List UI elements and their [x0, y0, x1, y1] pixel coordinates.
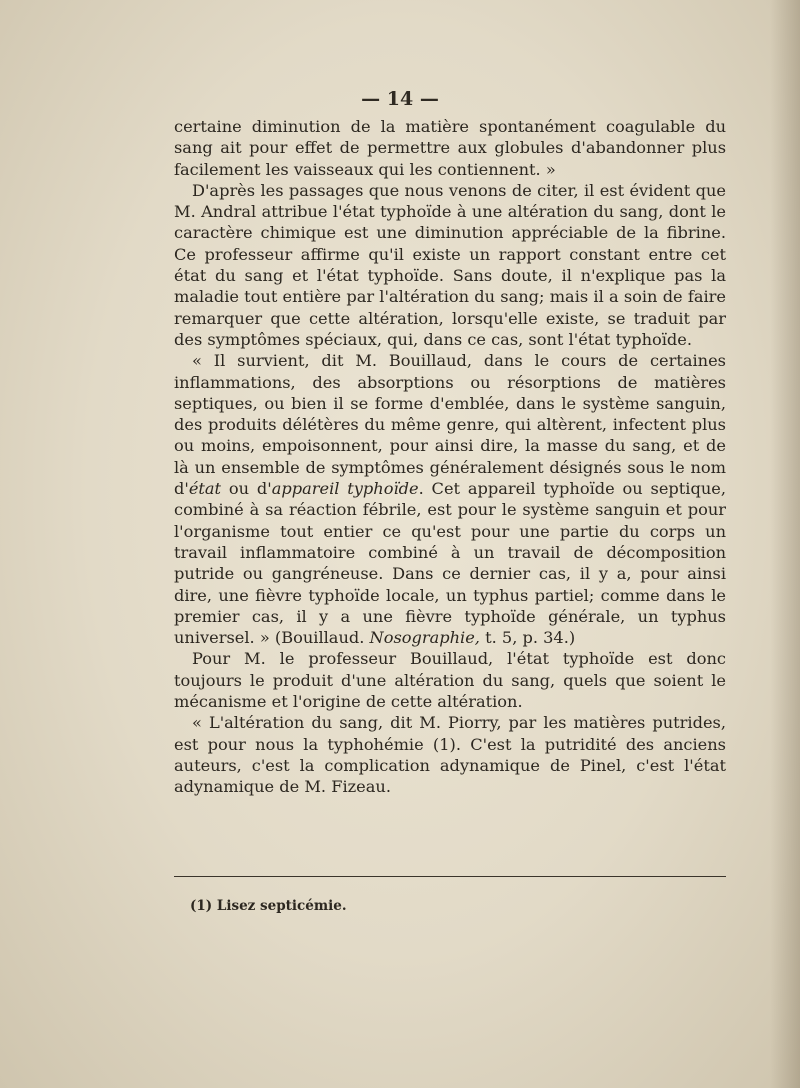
text-run: D'après les passages que nous venons de citer, il est évident que M. Andral attribue l'état typhoïde à une altération du sang, dont le caractère chimique est une diminution appréciable de la fibrine. Ce professeur affirme qu'il existe un rapport constant entre cet état du sang et l'état typhoïde. Sans doute, il n'explique pas la maladie tout entière par l'altération du sang; mais il a soin de faire remarquer que cette altération, lorsqu'elle existe, se traduit par des symptômes spéciaux, qui, dans ce cas, sont l'état typhoïde. [174, 180, 726, 349]
paragraph [174, 648, 726, 712]
footnote: (1) Lisez septicémie. [190, 898, 347, 914]
paragraph [174, 712, 726, 797]
footnote-separator [174, 876, 726, 877]
text-run: « L'altération du sang, dit M. Piorry, par les matières putrides, est pour nous la typhohémie (1). C'est la putridité des anciens auteurs, c'est la complication adynamique de Pinel, c'est l'état adynamique de M. Fizeau. [174, 713, 726, 797]
italic-text: Nosographie, [369, 628, 480, 648]
text-run: . Cet appareil typhoïde ou septique, combiné à sa réaction fébrile, est pour le système sanguin et pour l'organisme tout entier ce qu'est pour une partie du corps un travail inflammatoire combiné à un travail de décomposition putride ou gangréneuse. Dans ce dernier cas, il y a, pour ainsi dire, une fièvre typhoïde locale, un typhus partiel; comme dans le premier cas, il y a une fièvre typhoïde générale, un typhus universel. » (Bouillaud. [174, 479, 726, 648]
paragraph [174, 116, 726, 180]
text-run: t. 5, p. 34.) [479, 628, 576, 648]
italic-text: appareil typhoïde [271, 479, 419, 499]
body-text [174, 116, 726, 798]
paragraph [174, 350, 726, 648]
text-run: ou d' [221, 479, 272, 499]
page-edge-shadow [770, 0, 800, 1088]
text-run: Pour M. le professeur Bouillaud, l'état typhoïde est donc toujours le produit d'une altération du sang, quels que soient le mécanisme et l'origine de cette altération. [174, 649, 726, 712]
italic-text: état [188, 479, 222, 499]
paragraph [174, 180, 726, 350]
text-run: « Il survient, dit M. Bouillaud, dans le cours de certaines inflammations, des absorptions ou résorptions de matières septiques, ou bien il se forme d'emblée, dans le système sanguin, des produits délétères du même genre, qui altèrent, infectent plus ou moins, empoisonnent, pour ainsi dire, la masse du sang, et de là un ensemble de symptômes généralement désignés sous le nom d' [174, 351, 726, 499]
page-number: — 14 — [361, 88, 439, 110]
text-run: certaine diminution de la matière spontanément coagulable du sang ait pour effet de permettre aux globules d'abandonner plus facilement les vaisseaux qui les contiennent. » [174, 117, 726, 179]
